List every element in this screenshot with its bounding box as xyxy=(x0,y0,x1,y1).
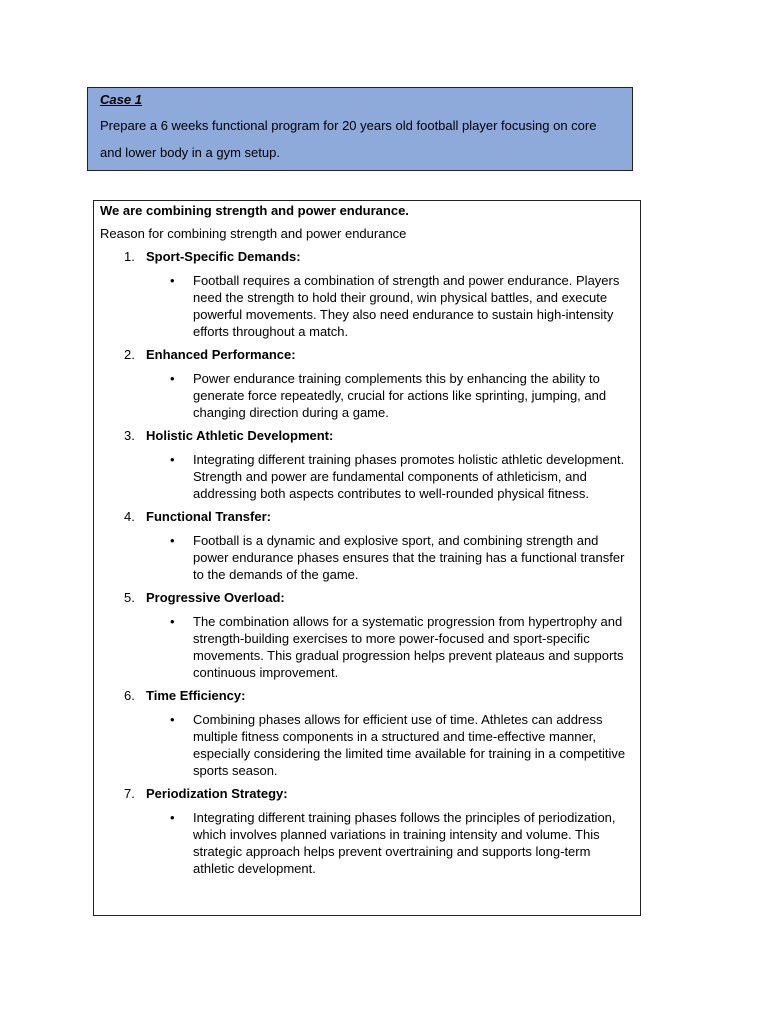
list-item xyxy=(100,590,630,681)
bullet-row xyxy=(100,272,630,340)
item-title: Holistic Athletic Development: xyxy=(146,428,334,443)
list-item xyxy=(100,786,630,877)
bullet-row xyxy=(100,711,630,779)
content-box xyxy=(93,200,641,916)
item-title: Time Efficiency: xyxy=(146,688,246,703)
bullet-icon: • xyxy=(170,810,175,825)
bullet-text: Integrating different training phases promotes holistic athletic development. Strength and power are fundamental components of athleticism, and addressing both aspects contributes to well-rounded physical fitness. xyxy=(193,452,625,501)
case-title: Case 1 xyxy=(100,92,142,107)
bullet-row xyxy=(100,613,630,681)
list-item xyxy=(100,688,630,779)
bullet-row xyxy=(100,532,630,583)
bullet-icon: • xyxy=(170,614,175,629)
list-item xyxy=(100,509,630,583)
bullet-text: Power endurance training complements this by enhancing the ability to generate force repeatedly, crucial for actions like sprinting, jumping, and changing direction during a game. xyxy=(193,371,607,420)
case-box xyxy=(87,87,633,171)
bullet-row xyxy=(100,370,630,421)
list-item xyxy=(100,249,630,340)
bullet-row xyxy=(100,809,630,877)
bullet-row xyxy=(100,451,630,502)
bullet-icon: • xyxy=(170,273,175,288)
item-title: Functional Transfer: xyxy=(146,509,271,524)
reason-line: Reason for combining strength and power endurance xyxy=(100,226,407,241)
bullet-text: The combination allows for a systematic progression from hypertrophy and strength-building exercises to more power-focused and sport-specific movements. This gradual progression helps prevent plateaus and supports continuous improvement. xyxy=(193,614,624,680)
case-description: Prepare a 6 weeks functional program for 20 years old football player focusing on core and lower body in a gym setup. xyxy=(100,118,597,160)
bullet-icon: • xyxy=(170,371,175,386)
bullet-text: Combining phases allows for efficient use of time. Athletes can address multiple fitness components in a structured and time-effective manner, especially considering the limited time available for training in a competitive sports season. xyxy=(193,712,626,778)
item-number: 6. xyxy=(124,688,135,703)
item-title: Sport-Specific Demands: xyxy=(146,249,301,264)
item-number: 2. xyxy=(124,347,135,362)
item-number: 4. xyxy=(124,509,135,524)
bullet-text: Football is a dynamic and explosive sport, and combining strength and power endurance phases ensures that the training has a functional transfer to the demands of the game. xyxy=(193,533,625,582)
item-number: 3. xyxy=(124,428,135,443)
list-item xyxy=(100,428,630,502)
item-title: Enhanced Performance: xyxy=(146,347,296,362)
bullet-icon: • xyxy=(170,533,175,548)
reason-list xyxy=(100,249,630,877)
item-title: Periodization Strategy: xyxy=(146,786,288,801)
item-number: 7. xyxy=(124,786,135,801)
bullet-icon: • xyxy=(170,452,175,467)
bullet-icon: • xyxy=(170,712,175,727)
bullet-text: Integrating different training phases follows the principles of periodization, which involves planned variations in training intensity and volume. This strategic approach helps prevent overtraining and supports long-term athletic development. xyxy=(193,810,616,876)
list-item xyxy=(100,347,630,421)
content-heading: We are combining strength and power endurance. xyxy=(100,203,409,218)
bullet-text: Football requires a combination of strength and power endurance. Players need the strength to hold their ground, win physical battles, and execute powerful movements. They also need endurance to sustain high-intensity efforts throughout a match. xyxy=(193,273,620,339)
item-number: 5. xyxy=(124,590,135,605)
item-number: 1. xyxy=(124,249,135,264)
item-title: Progressive Overload: xyxy=(146,590,285,605)
